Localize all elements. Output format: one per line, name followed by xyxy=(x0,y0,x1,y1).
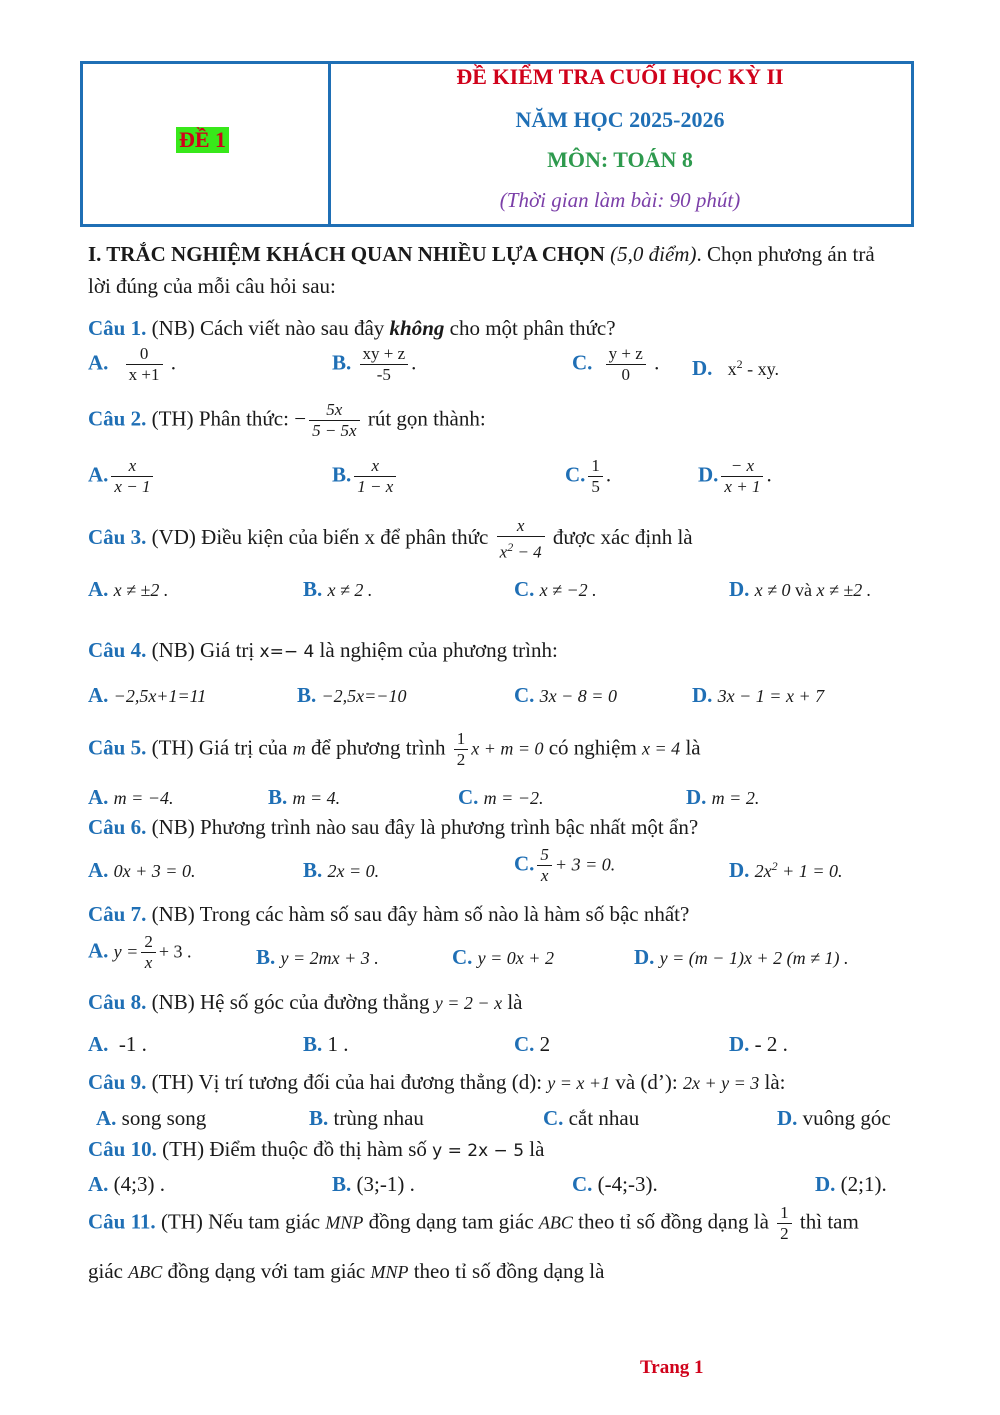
triangle-name: MNP xyxy=(370,1262,409,1282)
triangle-name: ABC xyxy=(538,1212,573,1233)
option-value: −2,5x+1=11 xyxy=(113,686,207,706)
option-value: - 2 . xyxy=(754,1032,788,1056)
q5-option-d[interactable] xyxy=(686,785,759,810)
q3-option-a[interactable] xyxy=(88,577,168,602)
option-label: A. xyxy=(88,462,109,487)
question-text: (NB) Hệ số góc của đường thẳng xyxy=(146,990,435,1014)
question-text: là xyxy=(502,990,523,1014)
q5-option-a[interactable] xyxy=(88,785,173,810)
question-text: và (d’): xyxy=(610,1070,683,1094)
q6-option-d[interactable] xyxy=(729,858,842,883)
exponent: 2 xyxy=(736,357,743,371)
option-label: A. xyxy=(88,1032,109,1056)
question-11 xyxy=(88,1203,859,1244)
option-value: m = 2. xyxy=(711,788,760,808)
numerator: x xyxy=(128,456,137,475)
denominator: -5 xyxy=(360,364,409,385)
numerator: 2 xyxy=(144,932,153,951)
question-7 xyxy=(88,902,689,927)
question-text: là nghiệm của phương trình: xyxy=(314,638,558,662)
option-label: D. xyxy=(777,1106,798,1130)
option-value: (3;-1) . xyxy=(356,1172,415,1196)
option-label: C. xyxy=(514,1032,535,1056)
option-label: B. xyxy=(309,1106,329,1130)
q10-option-d[interactable] xyxy=(815,1172,887,1197)
exponent: 2 xyxy=(771,859,778,873)
option-label: C. xyxy=(514,851,535,876)
time-limit: (Thời gian làm bài: 90 phút) xyxy=(499,188,741,212)
option-label: B. xyxy=(256,945,276,969)
option-value: song song xyxy=(121,1106,207,1130)
denominator: x + 1 xyxy=(721,476,763,497)
numerator: 5 xyxy=(540,845,549,864)
option-label: D. xyxy=(698,462,719,487)
option-value: x ≠ 0 xyxy=(754,580,791,600)
section-instruction-2: lời đúng của mỗi câu hỏi sau: xyxy=(88,274,336,298)
option-label: C. xyxy=(458,785,479,809)
option-value: −2,5x=−10 xyxy=(321,686,407,706)
q4-option-d[interactable] xyxy=(692,683,824,708)
option-label: C. xyxy=(514,683,535,707)
question-text: (NB) Phương trình nào sau đây là phương trình bậc nhất một ẩn? xyxy=(146,815,699,839)
fraction xyxy=(721,456,763,497)
question-3 xyxy=(88,516,693,563)
q7-option-b[interactable] xyxy=(256,945,379,970)
option-value: x ≠ 2 . xyxy=(327,580,373,600)
q7-option-d[interactable] xyxy=(634,945,848,970)
denominator: x xyxy=(141,952,156,973)
exam-title: ĐỀ KIỂM TRA CUỐI HỌC KỲ II xyxy=(456,64,784,89)
question-label: Câu 8. xyxy=(88,990,147,1014)
question-11-line-2 xyxy=(88,1259,604,1284)
numerator: 1 xyxy=(456,729,466,748)
fraction xyxy=(111,456,153,497)
q5-option-c[interactable] xyxy=(458,785,543,810)
denominator: 5 − 5x xyxy=(309,420,360,441)
option-label: C. xyxy=(543,1106,564,1130)
option-label: C. xyxy=(572,350,593,375)
q6-option-b[interactable] xyxy=(303,858,379,883)
q10-option-c[interactable] xyxy=(572,1172,658,1197)
q2-option-c[interactable]: C. $\frac{1}{5}$ . xyxy=(565,456,612,496)
question-label: Câu 5. xyxy=(88,735,147,760)
math-prefix: y = xyxy=(113,941,139,962)
emphasis: không xyxy=(389,316,445,340)
option-value: 3x − 1 = x + 7 xyxy=(717,686,825,706)
question-text: (TH) Nếu tam giác xyxy=(155,1209,326,1234)
question-text: cho một phân thức? xyxy=(444,316,616,340)
option-label: B. xyxy=(303,1032,323,1056)
q3-option-d[interactable] xyxy=(729,577,871,602)
question-8 xyxy=(88,990,522,1015)
question-text: (VD) Điều kiện của biến x để phân thức xyxy=(146,525,494,550)
question-label: Câu 6. xyxy=(88,815,147,839)
numerator: 1 xyxy=(591,456,600,475)
option-value: (4;3) . xyxy=(113,1172,165,1196)
math-equation: 2x + y = 3 xyxy=(682,1073,760,1093)
option-label: D. xyxy=(634,945,655,969)
question-label: Câu 7. xyxy=(88,902,147,926)
q8-option-b[interactable] xyxy=(303,1032,349,1057)
denominator: x xyxy=(537,865,552,886)
q8-option-c[interactable] xyxy=(514,1032,550,1057)
question-text: là xyxy=(524,1137,545,1161)
numerator: − x xyxy=(730,456,755,475)
question-text: có nghiệm xyxy=(543,735,643,760)
question-text: giác xyxy=(88,1259,129,1283)
denominator: x +1 xyxy=(126,364,163,385)
q1-option-d[interactable]: D. $x^2$ - xy. xyxy=(692,356,779,380)
denominator-rest: − 4 xyxy=(513,542,542,562)
option-value: x ≠ ±2 . xyxy=(113,580,169,600)
fraction xyxy=(126,344,163,385)
fraction xyxy=(309,400,360,441)
q9-option-c[interactable] xyxy=(543,1106,639,1131)
math-equation: y = 2 − x xyxy=(434,993,503,1013)
question-4 xyxy=(88,638,558,663)
fraction xyxy=(537,845,552,886)
option-label: B. xyxy=(303,858,323,882)
math-equation: y = 2x − 5 xyxy=(432,1141,525,1161)
question-text: (NB) Trong các hàm số sau đây hàm số nào là hàm số bậc nhất? xyxy=(146,902,690,926)
option-value: 0x + 3 = 0. xyxy=(113,861,196,881)
option-value: 2x = 0. xyxy=(327,861,380,881)
fraction xyxy=(588,456,603,497)
question-9 xyxy=(88,1070,786,1095)
option-label: C. xyxy=(572,1172,593,1196)
option-label: A. xyxy=(88,577,109,601)
option-label: B. xyxy=(332,462,352,487)
question-text: (NB) Cách viết nào sau đây xyxy=(146,316,390,340)
question-text: được xác định là xyxy=(547,525,693,550)
denominator: 2 xyxy=(454,749,469,770)
question-1 xyxy=(88,316,616,341)
q9-option-a[interactable] xyxy=(96,1106,206,1131)
option-label: B. xyxy=(297,683,317,707)
option-label: A. xyxy=(88,1172,109,1196)
triangle-name: ABC xyxy=(128,1262,163,1282)
question-text: rút gọn thành: xyxy=(362,406,486,431)
q7-option-a[interactable] xyxy=(88,932,191,973)
question-10 xyxy=(88,1137,544,1162)
math-value: x = 4 xyxy=(642,738,681,759)
q4-option-a[interactable] xyxy=(88,683,206,708)
option-value: x ≠ −2 . xyxy=(539,580,597,600)
fraction xyxy=(606,344,646,385)
q1-option-a[interactable]: A. $\frac{0}{x +1}$ . xyxy=(88,344,177,384)
q9-option-d[interactable] xyxy=(777,1106,891,1131)
numerator: x xyxy=(516,516,525,535)
question-label: Câu 11. xyxy=(88,1209,156,1234)
math-rest: + 1 = 0. xyxy=(777,861,843,881)
option-value: -1 . xyxy=(118,1032,147,1056)
option-value: m = −4. xyxy=(113,788,174,808)
option-conjunction: và xyxy=(790,580,817,600)
option-value: trùng nhau xyxy=(333,1106,424,1130)
numerator: y + z xyxy=(608,344,643,363)
math-var: m xyxy=(292,738,306,759)
math-equation: x + m = 0 xyxy=(471,738,544,759)
q3-option-c[interactable] xyxy=(514,577,597,602)
question-text: theo tỉ số đồng dạng là xyxy=(408,1259,605,1283)
option-value: (-4;-3). xyxy=(597,1172,658,1196)
option-label: D. xyxy=(729,1032,750,1056)
option-label: C. xyxy=(565,462,586,487)
exponent: 2 xyxy=(507,540,514,554)
option-label: D. xyxy=(692,356,713,380)
option-label: D. xyxy=(686,785,707,809)
question-label: Câu 2. xyxy=(88,406,147,431)
q7-option-c[interactable] xyxy=(452,945,554,970)
denominator: 1 − x xyxy=(354,476,396,497)
fraction xyxy=(497,516,545,563)
numerator: 0 xyxy=(139,344,149,363)
q8-option-a[interactable] xyxy=(88,1032,147,1057)
section-instruction-1: . Chọn phương án trả xyxy=(696,242,875,266)
exam-code-badge: ĐỀ 1 xyxy=(176,127,229,153)
question-5 xyxy=(88,729,701,770)
option-label: D. xyxy=(729,577,750,601)
option-value: y = 2mx + 3 . xyxy=(280,948,379,968)
q5-option-b[interactable] xyxy=(268,785,340,810)
q2-option-b[interactable] xyxy=(332,456,399,497)
numerator: xy + z xyxy=(362,344,406,363)
option-label: D. xyxy=(729,858,750,882)
option-label: D. xyxy=(815,1172,836,1196)
option-label: B. xyxy=(268,785,288,809)
question-text: là xyxy=(680,735,701,760)
q10-option-a[interactable] xyxy=(88,1172,165,1197)
fraction xyxy=(141,932,156,973)
q8-option-d[interactable] xyxy=(729,1032,788,1057)
triangle-name: MNP xyxy=(325,1212,364,1233)
option-label: A. xyxy=(88,938,109,963)
option-value: (2;1). xyxy=(840,1172,887,1196)
option-value: 2 xyxy=(539,1032,551,1056)
option-label: A. xyxy=(88,683,109,707)
option-label: C. xyxy=(514,577,535,601)
option-label: A. xyxy=(88,350,109,375)
question-text: (NB) Giá trị xyxy=(146,638,260,662)
math-rest: - xy xyxy=(742,359,775,379)
question-label: Câu 4. xyxy=(88,638,147,662)
subject: MÔN: TOÁN 8 xyxy=(547,147,693,172)
option-label: A. xyxy=(88,785,109,809)
option-value: y = 0x + 2 xyxy=(477,948,554,968)
q9-option-b[interactable] xyxy=(309,1106,424,1131)
question-text: thì tam xyxy=(794,1209,859,1234)
option-value: y = (m − 1)x + 2 (m ≠ 1) . xyxy=(659,948,849,968)
fraction xyxy=(354,456,396,497)
q2-option-d[interactable]: D. $\frac{- x}{x + 1}$ . xyxy=(698,456,772,496)
option-value: m = 4. xyxy=(292,788,341,808)
option-label: C. xyxy=(452,945,473,969)
denominator: 5 xyxy=(588,476,603,497)
question-text: (TH) Giá trị của xyxy=(146,735,293,760)
numerator: x xyxy=(371,456,380,475)
question-2: Câu 2. (TH) Phân thức: − $\frac{5x}{5 - 5x}$ rút gọn thành: xyxy=(88,400,486,440)
option-label: B. xyxy=(332,350,352,375)
question-text: là: xyxy=(759,1070,786,1094)
school-year: NĂM HỌC 2025-2026 xyxy=(515,107,725,132)
question-text: (TH) Phân thức: xyxy=(146,406,295,431)
question-label: Câu 9. xyxy=(88,1070,147,1094)
option-value: x ≠ ±2 . xyxy=(816,580,872,600)
q2-option-a[interactable] xyxy=(88,456,156,497)
denominator: x − 1 xyxy=(111,476,153,497)
option-value: 3x − 8 = 0 xyxy=(539,686,617,706)
option-value: cắt nhau xyxy=(568,1106,640,1130)
q1-option-c[interactable]: C. $\frac{y + z}{0}$ . xyxy=(572,344,660,384)
q6-option-a[interactable] xyxy=(88,858,195,883)
math-base: x xyxy=(727,359,737,379)
page-number: Trang 1 xyxy=(640,1357,704,1378)
question-label: Câu 1. xyxy=(88,316,147,340)
math-base: 2x xyxy=(754,861,772,881)
fraction xyxy=(360,344,409,385)
question-text: (TH) Điểm thuộc đồ thị hàm số xyxy=(156,1137,433,1161)
question-label: Câu 10. xyxy=(88,1137,157,1161)
question-label: Câu 3. xyxy=(88,525,147,550)
numerator: 1 xyxy=(780,1203,789,1222)
option-label: B. xyxy=(332,1172,352,1196)
question-text: đồng dạng tam giác xyxy=(363,1209,539,1234)
option-label: A. xyxy=(96,1106,117,1130)
denominator: 0 xyxy=(606,364,646,385)
q4-option-b[interactable] xyxy=(297,683,406,708)
option-value: + 3 = 0. xyxy=(554,854,616,875)
numerator: 5x xyxy=(326,400,343,419)
denominator: 2 xyxy=(777,1223,792,1244)
math-value: x=− 4 xyxy=(259,642,315,662)
section-title: I. TRẮC NGHIỆM KHÁCH QUAN NHIỀU LỰA CHỌN xyxy=(88,242,605,266)
option-value: 1 . xyxy=(327,1032,349,1056)
option-label: A. xyxy=(88,858,109,882)
option-label: D. xyxy=(692,683,713,707)
option-value: m = −2. xyxy=(483,788,544,808)
option-label: B. xyxy=(303,577,323,601)
q6-option-c[interactable] xyxy=(514,845,615,886)
question-text: đồng dạng với tam giác xyxy=(162,1259,371,1283)
question-text: để phương trình xyxy=(305,735,451,760)
math-rest: + 3 . xyxy=(158,941,192,962)
fraction xyxy=(454,729,469,770)
option-value: vuông góc xyxy=(802,1106,891,1130)
q1-option-b[interactable]: B. $\frac{xy + z}{-5}$ . xyxy=(332,344,417,384)
section-points: (5,0 điểm) xyxy=(610,242,697,266)
q10-option-b[interactable] xyxy=(332,1172,415,1197)
section-heading xyxy=(88,242,875,267)
q3-option-b[interactable] xyxy=(303,577,372,602)
fraction xyxy=(777,1203,792,1244)
question-6 xyxy=(88,815,698,840)
math-equation: y = x +1 xyxy=(547,1073,611,1093)
question-text: theo tỉ số đồng dạng là xyxy=(572,1209,775,1234)
denominator-base: x xyxy=(499,542,508,562)
q4-option-c[interactable] xyxy=(514,683,617,708)
question-text: (TH) Vị trí tương đối của hai đương thẳng (d): xyxy=(146,1070,548,1094)
